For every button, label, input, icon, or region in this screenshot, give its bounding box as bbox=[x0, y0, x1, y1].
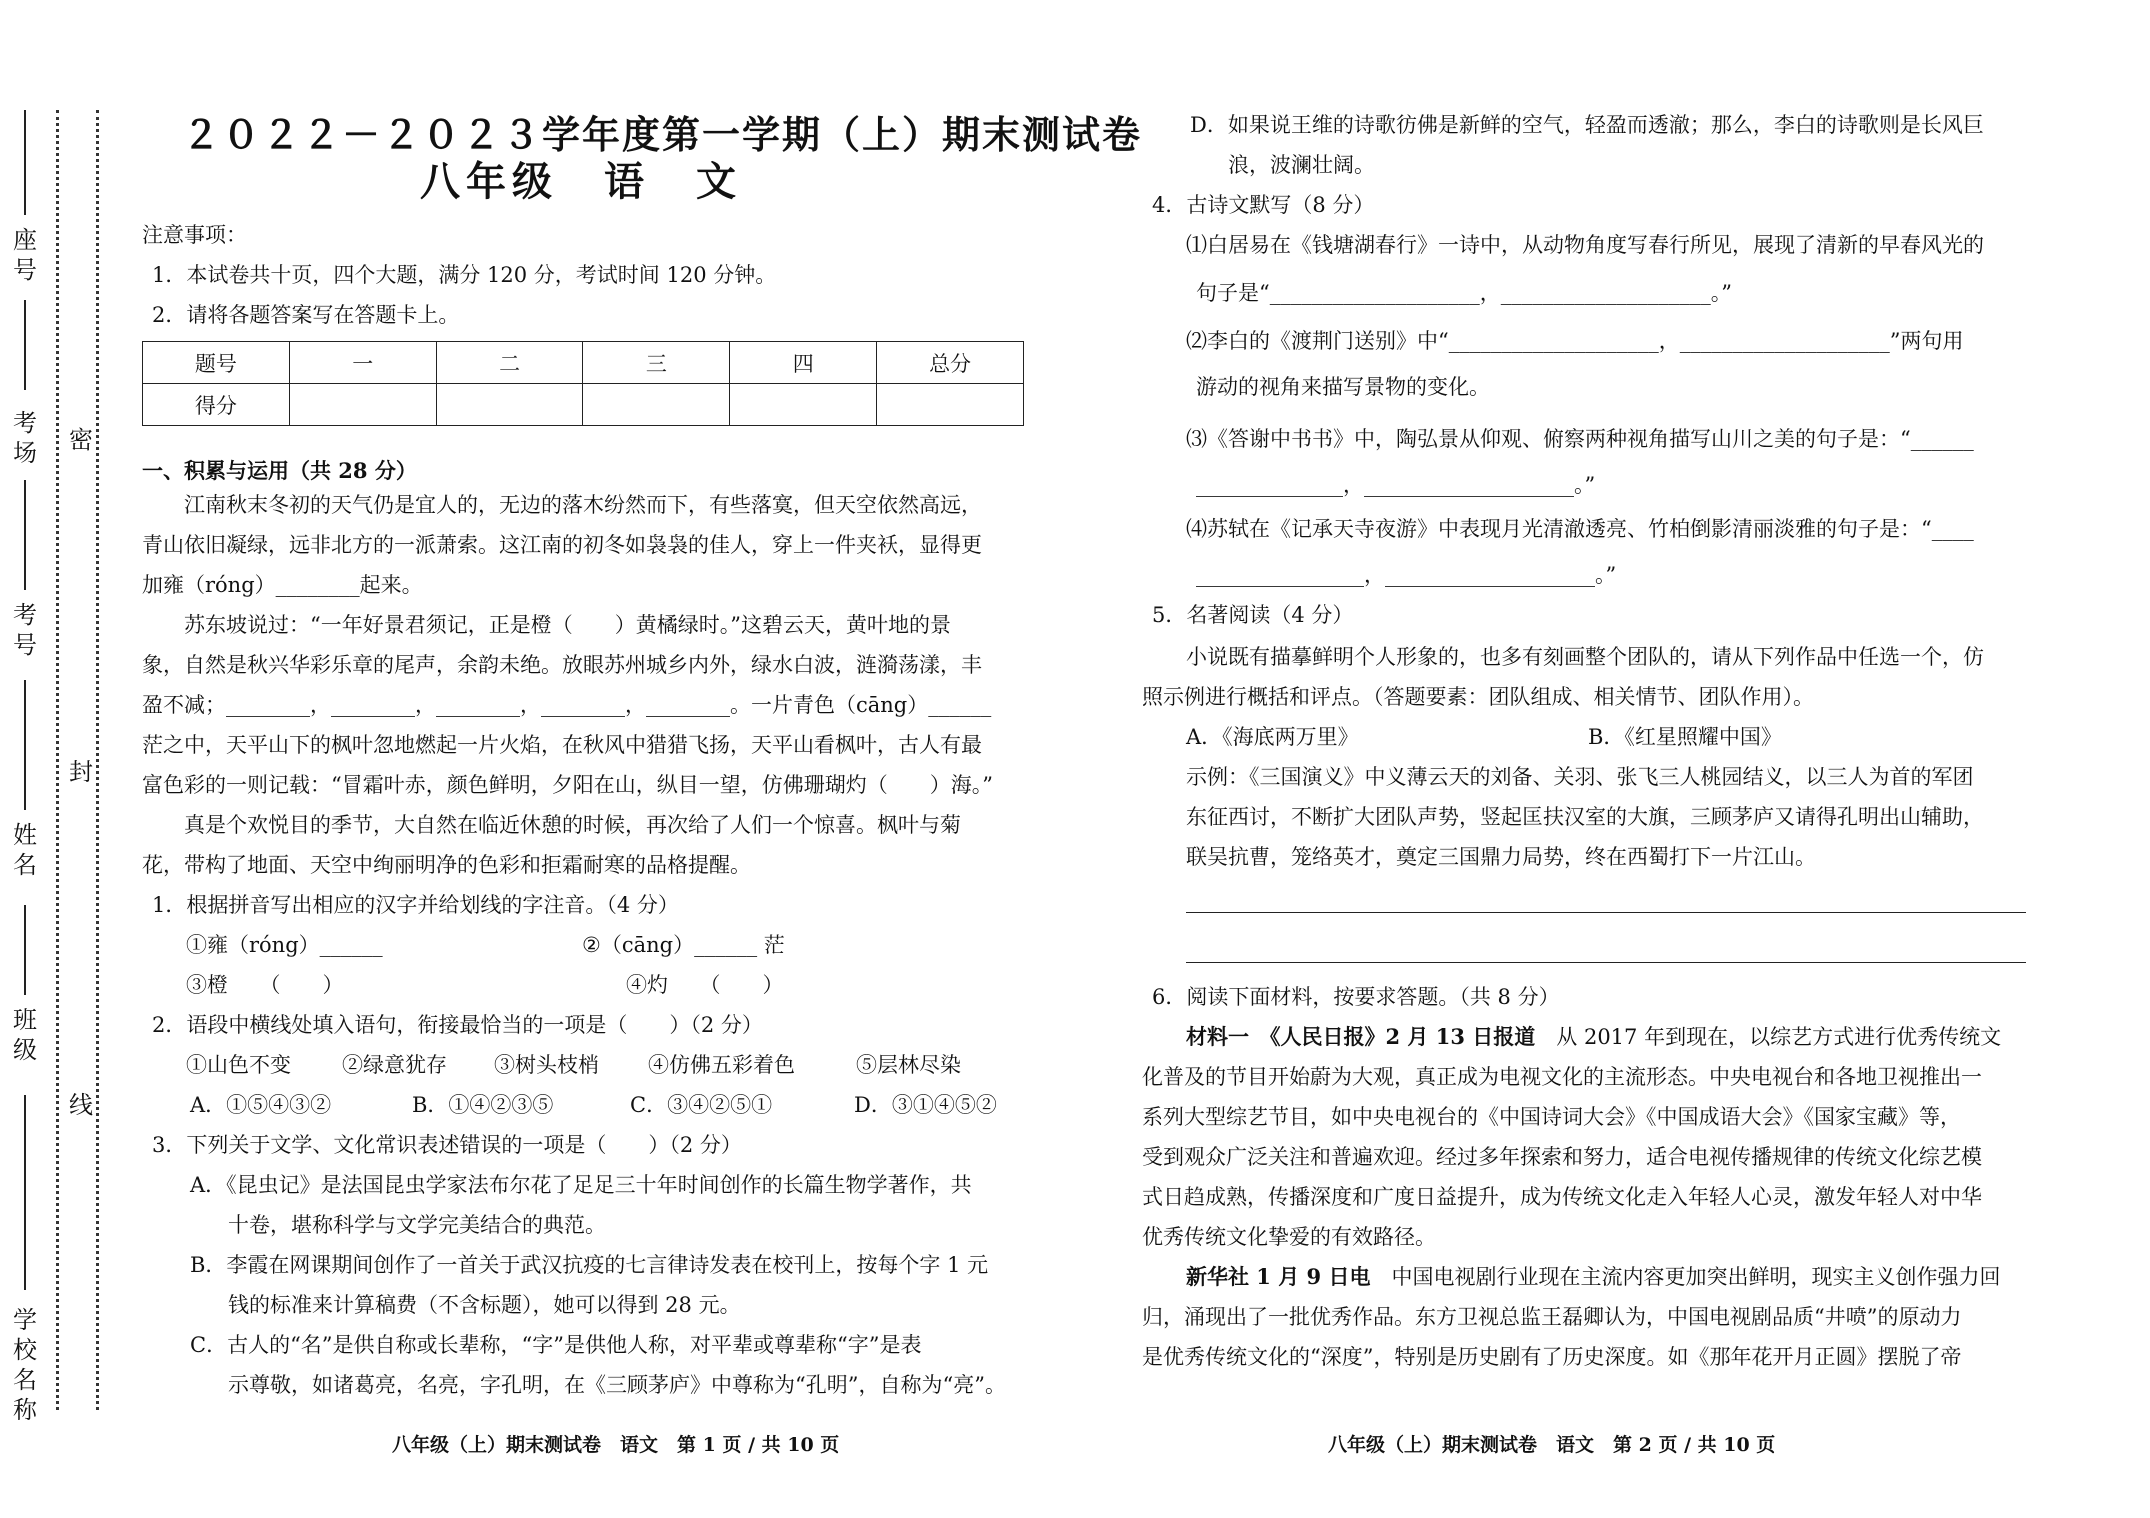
seal-char-mi: 密 bbox=[66, 420, 96, 455]
material1-text: 从 2017 年到现在，以综艺方式进行优秀传统文 bbox=[1535, 1025, 2002, 1049]
q6-material1-line: 受到观众广泛关注和普遍欢迎。经过多年探索和努力，适合电视传播规律的传统文化综艺模 bbox=[1142, 1145, 1982, 1169]
class-line bbox=[24, 905, 26, 995]
q2-option: ①山色不变 bbox=[186, 1053, 291, 1077]
q6-material1-line: 式日趋成熟，传播深度和广度日益提升，成为传统文化走入年轻人心灵，激发年轻人对中华 bbox=[1142, 1185, 1982, 1209]
notes-item-1: 1．本试卷共十页，四个大题，满分 120 分，考试时间 120 分钟。 bbox=[152, 263, 777, 287]
seal-dotted-line-2 bbox=[96, 110, 99, 1410]
passage-line: 江南秋末冬初的天气仍是宜人的，无边的落木纷然而下，有些落寞，但天空依然高远， bbox=[142, 493, 982, 517]
q2-option: ②绿意犹存 bbox=[342, 1053, 447, 1077]
score-cell bbox=[289, 384, 436, 426]
exam-no-label: 考号 bbox=[13, 601, 37, 659]
q4-part1-line1: ⑴白居易在《钱塘湖春行》一诗中，从动物角度写春行所见，展现了清新的早春风光的 bbox=[1186, 233, 1984, 257]
q5-option-a: A．《海底两万里》 bbox=[1186, 725, 1359, 749]
q1-stem: 1．根据拼音写出相应的汉字并给划线的字注音。（4 分） bbox=[152, 893, 679, 917]
material2-label: 新华社 1 月 9 日电 bbox=[1186, 1264, 1371, 1289]
passage-line: 青山依旧凝绿，远非北方的一派萧索。这江南的初冬如袅袅的佳人，穿上一件夹袄，显得更 bbox=[142, 533, 982, 557]
q6-material1-line: 系列大型综艺节目，如中央电视台的《中国诗词大会》《中国成语大会》《国家宝藏》等， bbox=[1142, 1105, 1961, 1129]
class-label: 班级 bbox=[13, 1006, 37, 1064]
q2-option: ⑤层林尽染 bbox=[856, 1053, 961, 1077]
passage-line: 苏东坡说过：“一年好景君须记，正是橙（ ）黄橘绿时。”这碧云天，黄叶地的景 bbox=[142, 613, 951, 637]
q3-option-a-line2: 十卷，堪称科学与文学完美结合的典范。 bbox=[228, 1213, 606, 1237]
section1-heading: 一、积累与运用（共 28 分） bbox=[142, 458, 417, 483]
q2-choice: D．③①④⑤② bbox=[854, 1093, 997, 1117]
q5-answer-line-1 bbox=[1186, 912, 2026, 913]
seal-dotted-line-1 bbox=[56, 110, 59, 1410]
passage-line: 真是个欢悦目的季节，大自然在临近休憩的时候，再次给了人们一个惊喜。枫叶与菊 bbox=[142, 813, 961, 837]
q5-stem: 5．名著阅读（4 分） bbox=[1152, 603, 1354, 627]
q3-stem: 3．下列关于文学、文化常识表述错误的一项是（ ）（2 分） bbox=[152, 1133, 742, 1157]
passage-line: 茫之中，天平山下的枫叶忽地燃起一片火焰，在秋风中猎猎飞扬，天平山看枫叶，古人有最 bbox=[142, 733, 982, 757]
score-table-score-row bbox=[143, 384, 1024, 426]
q6-material2-line: 是优秀传统文化的“深度”，特别是历史剧有了历史深度。如《那年花开月正圆》摆脱了帝 bbox=[1142, 1345, 1962, 1369]
q1-item-d: ④灼 （ ） bbox=[626, 973, 784, 997]
q4-part4-line2: ________________，____________________。” bbox=[1196, 563, 1617, 587]
score-header-cell: 总分 bbox=[877, 342, 1024, 384]
passage-line: 富色彩的一则记载：“冒霜叶赤，颜色鲜明，夕阳在山，纵目一望，仿佛珊瑚灼（ ）海。” bbox=[142, 773, 993, 797]
score-cell bbox=[877, 384, 1024, 426]
q4-stem: 4．古诗文默写（8 分） bbox=[1152, 193, 1375, 217]
q6-stem: 6．阅读下面材料，按要求答题。（共 8 分） bbox=[1152, 985, 1560, 1009]
score-header-cell: 一 bbox=[289, 342, 436, 384]
q3-option-c-line2: 示尊敬，如诸葛亮，名亮，字孔明，在《三顾茅庐》中尊称为“孔明”，自称为“亮”。 bbox=[228, 1373, 1006, 1397]
q6-material2-line1 bbox=[1186, 1262, 2000, 1292]
q4-part1-line2: 句子是“____________________，____________________。” bbox=[1196, 281, 1732, 305]
exam-room-label: 考场 bbox=[13, 409, 37, 467]
score-header-cell: 四 bbox=[730, 342, 877, 384]
q2-choice: B．①④②③⑤ bbox=[412, 1093, 554, 1117]
name-label: 姓名 bbox=[13, 821, 37, 879]
passage-line: 加雍（róng）________起来。 bbox=[142, 573, 423, 597]
q3-option-c-line1: C．古人的“名”是供自称或长辈称，“字”是供他人称，对平辈或尊辈称“字”是表 bbox=[190, 1333, 922, 1357]
q6-material1-line: 优秀传统文化挚爱的有效路径。 bbox=[1142, 1225, 1436, 1249]
q5-option-b: B．《红星照耀中国》 bbox=[1588, 725, 1782, 749]
q2-stem: 2．语段中横线处填入语句，衔接最恰当的一项是（ ）（2 分） bbox=[152, 1013, 763, 1037]
passage-line: 花，带构了地面、天空中绚丽明净的色彩和拒霜耐寒的品格提醒。 bbox=[142, 853, 751, 877]
q2-option: ③树头枝梢 bbox=[494, 1053, 599, 1077]
page1-footer: 八年级（上）期末测试卷 语文 第 1 页 / 共 10 页 bbox=[392, 1434, 840, 1456]
q3-option-d-line1: D．如果说王维的诗歌彷佛是新鲜的空气，轻盈而透澈；那么，李白的诗歌则是长风巨 bbox=[1190, 113, 1984, 137]
score-table-header-row bbox=[143, 342, 1024, 384]
q2-option: ④仿佛五彩着色 bbox=[648, 1053, 795, 1077]
q5-answer-line-2 bbox=[1186, 962, 2026, 963]
q3-option-a-line1: A．《昆虫记》是法国昆虫学家法布尔花了足足三十年时间创作的长篇生物学著作，共 bbox=[190, 1173, 972, 1197]
q6-material2-line: 归，涌现出了一批优秀作品。东方卫视总监王磊卿认为，中国电视剧品质“井喷”的原动力 bbox=[1142, 1305, 1962, 1329]
notes-heading: 注意事项： bbox=[142, 223, 247, 247]
score-cell bbox=[436, 384, 583, 426]
q5-example-line2: 东征西讨，不断扩大团队声势，竖起匡扶汉室的大旗，三顾茅庐又请得孔明出山辅助， bbox=[1186, 805, 1984, 829]
q4-part4-line1: ⑷苏轼在《记承天寺夜游》中表现月光清澈透亮、竹柏倒影清丽淡雅的句子是：“____ bbox=[1186, 517, 1974, 541]
q3-option-b-line1: B．李霞在网课期间创作了一首关于武汉抗疫的七言律诗发表在校刊上，按每个字 1 元 bbox=[190, 1253, 989, 1277]
score-cell bbox=[583, 384, 730, 426]
q2-choice: A．①⑤④③② bbox=[190, 1093, 332, 1117]
q4-part2-line2: 游动的视角来描写景物的变化。 bbox=[1196, 375, 1490, 399]
school-line bbox=[24, 1095, 26, 1290]
q3-option-b-line2: 钱的标准来计算稿费（不含标题），她可以得到 28 元。 bbox=[228, 1293, 741, 1317]
q6-material1-line1 bbox=[1186, 1022, 2001, 1052]
q2-choice: C．③④②⑤① bbox=[630, 1093, 773, 1117]
q5-line2: 照示例进行概括和评点。（答题要素：团队组成、相关情节、团队作用）。 bbox=[1142, 685, 1814, 709]
q5-example-line1: 示例：《三国演义》中义薄云天的刘备、关羽、张飞三人桃园结义，以三人为首的军团 bbox=[1186, 765, 1974, 789]
q1-item-b: ②（cāng）______ 茫 bbox=[582, 933, 785, 957]
name-line bbox=[24, 680, 26, 810]
q4-part3-line2: ______________，____________________。” bbox=[1196, 473, 1596, 497]
exam-no-line bbox=[24, 480, 26, 590]
q5-example-line3: 联吴抗曹，笼络英才，奠定三国鼎力局势，终在西蜀打下一片江山。 bbox=[1186, 845, 1816, 869]
exam-subtitle: 八年级 语 文 bbox=[420, 158, 742, 205]
notes-item-2: 2．请将各题答案写在答题卡上。 bbox=[152, 303, 460, 327]
score-header-cell: 题号 bbox=[143, 342, 290, 384]
page2-footer: 八年级（上）期末测试卷 语文 第 2 页 / 共 10 页 bbox=[1328, 1434, 1776, 1456]
passage-line: 盈不减；________，________，________，________，________。一片青色（cāng）______ bbox=[142, 693, 992, 717]
q1-item-a: ①雍（róng）______ bbox=[186, 933, 383, 957]
seat-line bbox=[24, 110, 26, 215]
q3-option-d-line2: 浪，波澜壮阔。 bbox=[1228, 153, 1375, 177]
q1-item-c: ③橙 （ ） bbox=[186, 973, 344, 997]
exam-title: ２０２２－２０２３学年度第一学期（上）期末测试卷 bbox=[182, 112, 1143, 157]
material2-text: 中国电视剧行业现在主流内容更加突出鲜明，现实主义创作强力回 bbox=[1370, 1265, 2001, 1289]
passage-line: 象，自然是秋兴华彩乐章的尾声，余韵未绝。放眼苏州城乡内外，绿水白波，涟漪荡漾，丰 bbox=[142, 653, 982, 677]
q4-part3-line1: ⑶《答谢中书书》中，陶弘景从仰观、俯察两种视角描写山川之美的句子是：“______ bbox=[1186, 427, 1974, 451]
q4-part2-line1: ⑵李白的《渡荆门送别》中“____________________，____________________”两句用 bbox=[1186, 329, 1964, 353]
q6-material1-line: 化普及的节目开始蔚为大观，真正成为电视文化的主流形态。中央电视台和各地卫视推出一 bbox=[1142, 1065, 1982, 1089]
score-cell bbox=[730, 384, 877, 426]
binding-margin bbox=[0, 0, 140, 1518]
score-table bbox=[142, 341, 1024, 426]
exam-room-line bbox=[24, 300, 26, 390]
score-header-cell: 三 bbox=[583, 342, 730, 384]
score-header-cell: 二 bbox=[436, 342, 583, 384]
seat-label: 座号 bbox=[13, 226, 37, 284]
material1-label: 材料一 《人民日报》2 月 13 日报道 bbox=[1186, 1024, 1536, 1049]
seal-char-feng: 封 bbox=[66, 752, 96, 787]
q5-line1: 小说既有描摹鲜明个人形象的，也多有刻画整个团队的，请从下列作品中任选一个，仿 bbox=[1186, 645, 1984, 669]
seal-char-xian: 线 bbox=[66, 1085, 96, 1120]
school-label: 学校名称 bbox=[13, 1306, 37, 1424]
score-row-label: 得分 bbox=[143, 384, 290, 426]
